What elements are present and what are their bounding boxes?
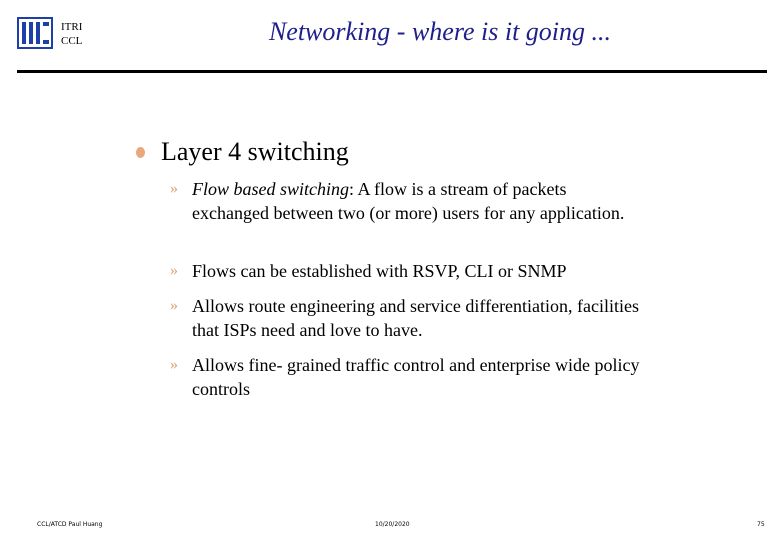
- main-bullet-text: Layer 4 switching: [161, 137, 349, 166]
- sub-bullet-emphasis: Flow based switching: [192, 179, 349, 199]
- title-divider: [17, 70, 767, 73]
- chevron-right-icon: »: [170, 356, 178, 373]
- sub-bullet-text: Allows fine- grained traffic control and enterprise wide policy controls: [192, 355, 640, 399]
- org-line-1: ITRI: [61, 21, 83, 33]
- sub-bullet-text: Allows route engineering and service differentiation, facilities that ISPs need and love to have.: [192, 296, 640, 340]
- sub-bullet-body: : A flow is a stream of packets exchanged between two (or more) users for any application.: [192, 179, 625, 223]
- chevron-right-icon: »: [170, 297, 178, 314]
- sub-bullet-2: [170, 259, 640, 283]
- org-label: [61, 20, 82, 48]
- itri-logo-icon: [17, 17, 53, 49]
- sub-bullet-text: [192, 177, 640, 225]
- footer-page-number: 75: [757, 521, 765, 528]
- org-line-2: CCL: [61, 35, 83, 47]
- bullet-dot-icon: [136, 147, 145, 158]
- sub-bullet-4: [170, 353, 640, 401]
- sub-bullet-text: Flows can be established with RSVP, CLI or SNMP: [192, 261, 567, 281]
- chevron-right-icon: »: [170, 180, 178, 197]
- slide-title: Networking - where is it going ...: [268, 17, 612, 46]
- footer-author: CCL/ATCD Paul Huang: [37, 521, 103, 528]
- footer-date: 10/20/2020: [375, 521, 410, 528]
- chevron-right-icon: »: [170, 262, 178, 279]
- sub-bullet-1: [170, 177, 640, 225]
- sub-bullet-3: [170, 294, 640, 342]
